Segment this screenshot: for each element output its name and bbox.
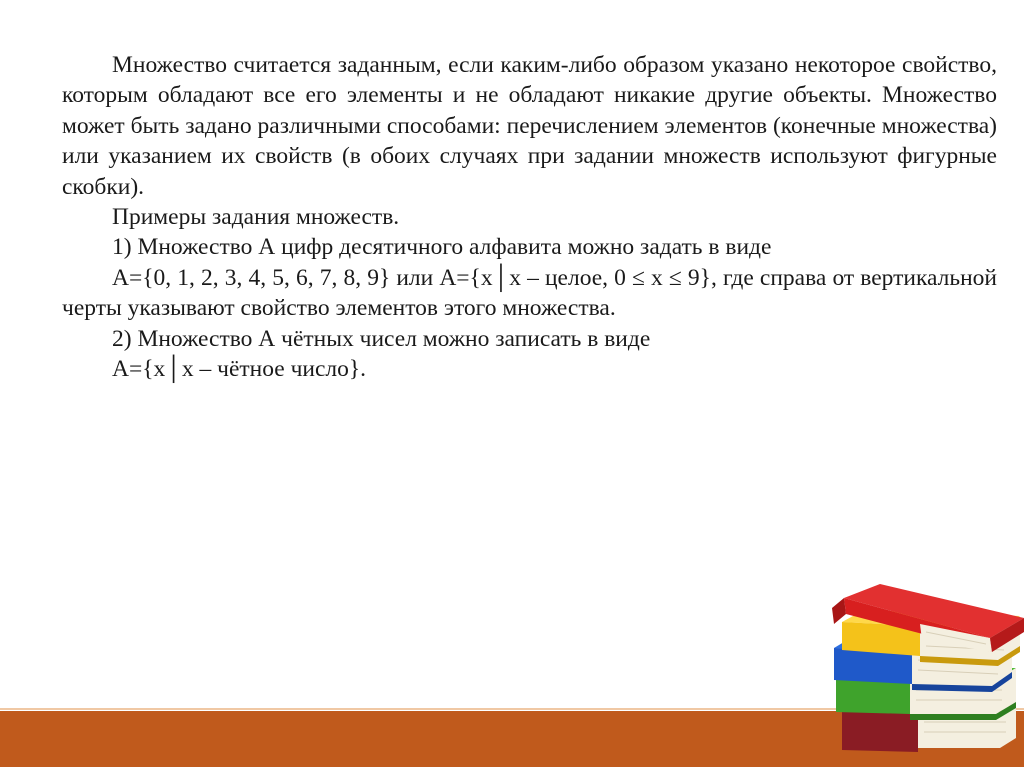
example-2-intro: 2) Множество А чётных чисел можно записать в виде [112,325,651,352]
example-1-formula: А={0, 1, 2, 3, 4, 5, 6, 7, 8, 9} или А={х│х – целое, 0 ≤ х ≤ 9}, где справа от вертикальной черты указывают свойство элементов этого множества. [62,264,997,322]
example-2-formula: А={х│х – чётное число}. [112,356,367,383]
examples-heading: Примеры задания множеств. [112,204,400,231]
slide-text [62,50,997,384]
definition-paragraph: Множество считается заданным, если каким-либо образом указано некоторое свойство, которым обладают все его элементы и не обладают никакие другие объекты. Множество может быть задано различными способами: перечислением элементов (конечные множества) или указанием их свойств (в обоих случаях при задании множеств используют фигурные скобки). [62,52,997,200]
example-1-intro: 1) Множество А цифр десятичного алфавита можно задать в виде [112,234,772,261]
stack-of-books-icon [820,572,1024,767]
